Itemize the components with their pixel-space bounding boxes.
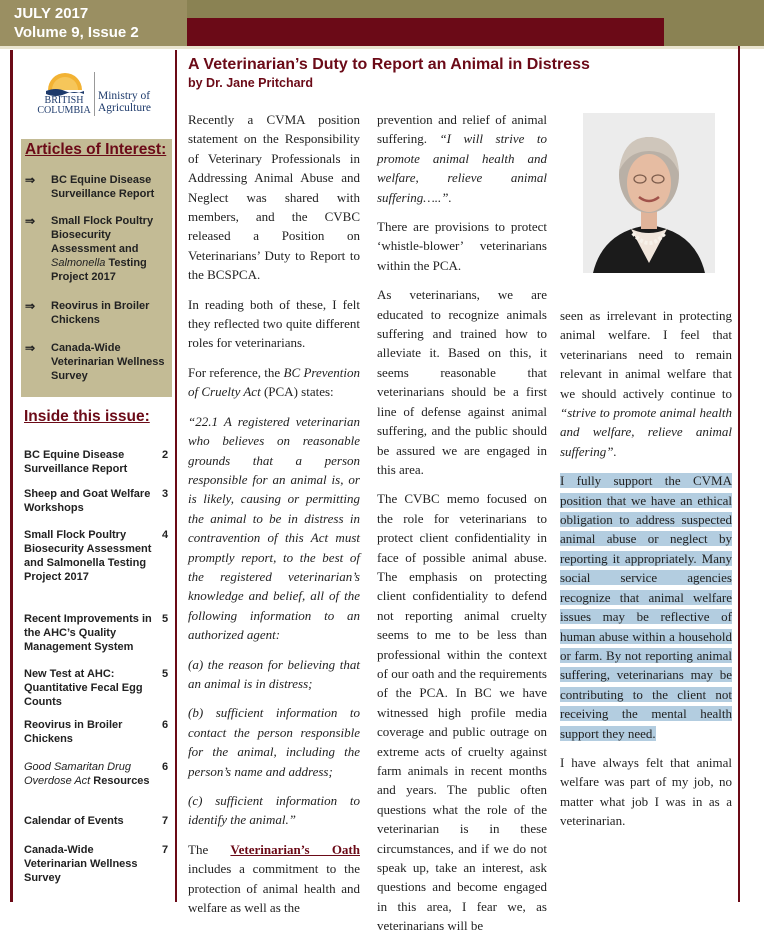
toc-item-label: Recent Improvements in the AHC’s Quality Management System (24, 613, 152, 653)
highlighted-text: I fully support the CVMA position that we have an ethical obligation to address suspected animal abuse or neglect by reporting it appropriately. Many social service agencies recognize that animal welfare issues may be reflective of human abuse within a household or farm. By not reporting animal suffering, veterinarians may be contributing to the client not receiving the mental health support they need. (560, 473, 732, 741)
aoi-label-italic: Salmonella (51, 257, 106, 269)
logo-org-line2: COLUMBIA (37, 105, 91, 116)
author-portrait-icon (583, 113, 715, 273)
toc-item-page: 3 (162, 488, 169, 500)
text-italic: BC Prevention of Cruelty Act (188, 364, 361, 400)
toc-item-page: 7 (162, 815, 169, 827)
header-right-block (664, 0, 764, 46)
aoi-item[interactable] (25, 341, 171, 385)
articles-of-interest-box (21, 139, 172, 397)
logo-org-name (34, 96, 94, 116)
article-column-2 (377, 110, 547, 946)
arrow-right-icon: ⇒ (25, 173, 36, 187)
paragraph: The CVBC memo focused on the role for veterinarians to protect client confidentiality in face of possible animal abuse. The emphasis on protecting client confidentiality to defend not reporting animal cruelty seems to me to be less than professional within the context of our oath and the requirements of the PCA. In BC we have witnessed high profile media coverage and public outrage on extreme acts of cruelty against farm animals in recent months and years. The public often questions what the role of the veterinarian is in these circumstances, and if we do not speak up, take an interest, ask questions and become engaged in this area, I fear we, as veterinarians will be (377, 491, 547, 934)
page-right-border (738, 46, 740, 902)
text-part: (PCA) states: (260, 384, 334, 400)
issue-info (14, 4, 139, 42)
article-column-1 (188, 110, 360, 927)
toc-item-page: 5 (162, 668, 169, 680)
toc-item-page: 4 (162, 529, 169, 541)
logo-ministry-line1: Ministry of (98, 90, 151, 102)
toc-label-italic: Good Samaritan Drug Overdose Act (24, 761, 131, 787)
quote-paragraph: (b) sufficient information to contact the person responsible for the animal, including the person’s name and address; (188, 705, 360, 779)
text-italic: “strive to promote animal health and welfare, relieve animal suffering”. (560, 405, 732, 459)
quote-paragraph: “22.1 A registered veterinarian who believes on reasonable grounds that a person responsible for an animal is, or is likely, causing or permitting the animal to be in distress in contravention of this Act must promptly report, to the best of the registered veterinarian’s knowledge and belief, all of the following information to an authorized agent: (188, 413, 360, 643)
header-olive-strip (187, 0, 664, 18)
toc-item-label: Reovirus in Broiler Chickens (24, 719, 123, 745)
inside-this-issue-title: Inside this issue: (24, 408, 150, 425)
arrow-right-icon: ⇒ (25, 341, 36, 355)
quote-paragraph: (c) sufficient information to identify the animal.” (188, 793, 360, 828)
logo-separator (94, 72, 95, 116)
toc-item-label: Calendar of Events (24, 815, 124, 827)
text-part: seen as irrelevant in protecting animal welfare. I feel that veterinarians need to remain relevant in animal welfare that we should actively continue to (560, 308, 732, 401)
article-column-3 (560, 306, 732, 841)
aoi-label-part: Small Flock Poultry Biosecurity Assessment and (51, 215, 154, 255)
ministry-logo (34, 68, 158, 120)
aoi-item[interactable] (25, 299, 171, 329)
toc-item-page: 2 (162, 449, 169, 461)
toc-item-label: New Test at AHC: Quantitative Fecal Egg Counts (24, 668, 143, 708)
aoi-item[interactable] (25, 214, 171, 283)
text-part: For reference, the (188, 364, 284, 380)
article-title: A Veterinarian’s Duty to Report an Animal in Distress (188, 56, 590, 73)
toc-item-page: 7 (162, 844, 169, 856)
toc-item-page: 5 (162, 613, 169, 625)
author-photo (583, 113, 715, 273)
toc-label-part: Resources (90, 775, 150, 787)
paragraph: In reading both of these, I felt they reflected two quite different roles for veterinarians. (188, 296, 360, 351)
aoi-item[interactable] (25, 173, 171, 203)
highlighted-paragraph (560, 471, 732, 743)
paragraph (377, 110, 547, 207)
veterinarians-oath-link[interactable]: Veterinarian’s Oath (230, 841, 360, 857)
paragraph: As veterinarians, we are educated to recognize animals suffering and trained how to alleviate it. Based on this, it seems reasonable that veterinarians should be a first line of defense against animal suffering, and the public should be assured we are engaged in this area. (377, 287, 547, 477)
articles-of-interest-title: Articles of Interest: (25, 141, 167, 158)
text-part: prevention and relief of animal suffering. (377, 112, 547, 147)
issue-date: JULY 2017 (14, 5, 89, 22)
aoi-item-label (51, 214, 171, 284)
paragraph: I have always felt that animal welfare was part of my job, no matter what job I was in as a veterinarian. (560, 754, 732, 829)
paragraph: There are provisions to protect ‘whistle-blower’ veterinarians within the PCA. (377, 219, 547, 273)
aoi-item-label: Canada-Wide Veterinarian Wellness Survey (51, 342, 165, 382)
arrow-right-icon: ⇒ (25, 214, 36, 228)
logo-org-line1: BRITISH (44, 95, 84, 106)
sun-logo-icon (46, 68, 84, 96)
aoi-item-label: Reovirus in Broiler Chickens (51, 300, 150, 326)
issue-volume: Volume 9, Issue 2 (14, 24, 139, 41)
paragraph (188, 363, 360, 402)
aoi-item-label: BC Equine Disease Surveillance Report (51, 174, 155, 200)
text-part: The (188, 841, 231, 857)
toc-item-label (24, 760, 159, 788)
aoi-label-part: Testing Project 2017 (51, 257, 147, 283)
logo-ministry-name (98, 90, 151, 114)
toc-item-page: 6 (162, 719, 169, 731)
toc-item-label: Small Flock Poultry Biosecurity Assessment and Salmonella Testing Project 2017 (24, 529, 152, 583)
toc-item-page: 6 (162, 761, 169, 773)
paragraph: Recently a CVMA position statement on the Responsibility of Veterinary Professionals in Addressing Animal Abuse and Neglect was shared with members, and the CVBC released a Position on Veterinarians’ Duty to Report to the BCSPCA. (188, 112, 360, 283)
article-byline: by Dr. Jane Pritchard (188, 76, 314, 90)
arrow-right-icon: ⇒ (25, 299, 36, 313)
paragraph (560, 306, 732, 461)
header-maroon-bar (187, 18, 664, 46)
header-divider (0, 46, 764, 49)
text-italic: “I will strive to promote animal health and welfare, relieve animal suffering…..”. (377, 131, 548, 205)
paragraph (188, 840, 360, 918)
toc-item-label: Canada-Wide Veterinarian Wellness Survey (24, 844, 138, 884)
quote-paragraph: (a) the reason for believing that an animal is in distress; (188, 656, 360, 691)
logo-ministry-line2: Agriculture (98, 102, 152, 114)
text-part: includes a commitment to the protection of animal health and welfare as well as the (188, 861, 360, 916)
toc-item-label: Sheep and Goat Welfare Workshops (24, 488, 151, 514)
toc-item-label: BC Equine Disease Surveillance Report (24, 449, 128, 475)
